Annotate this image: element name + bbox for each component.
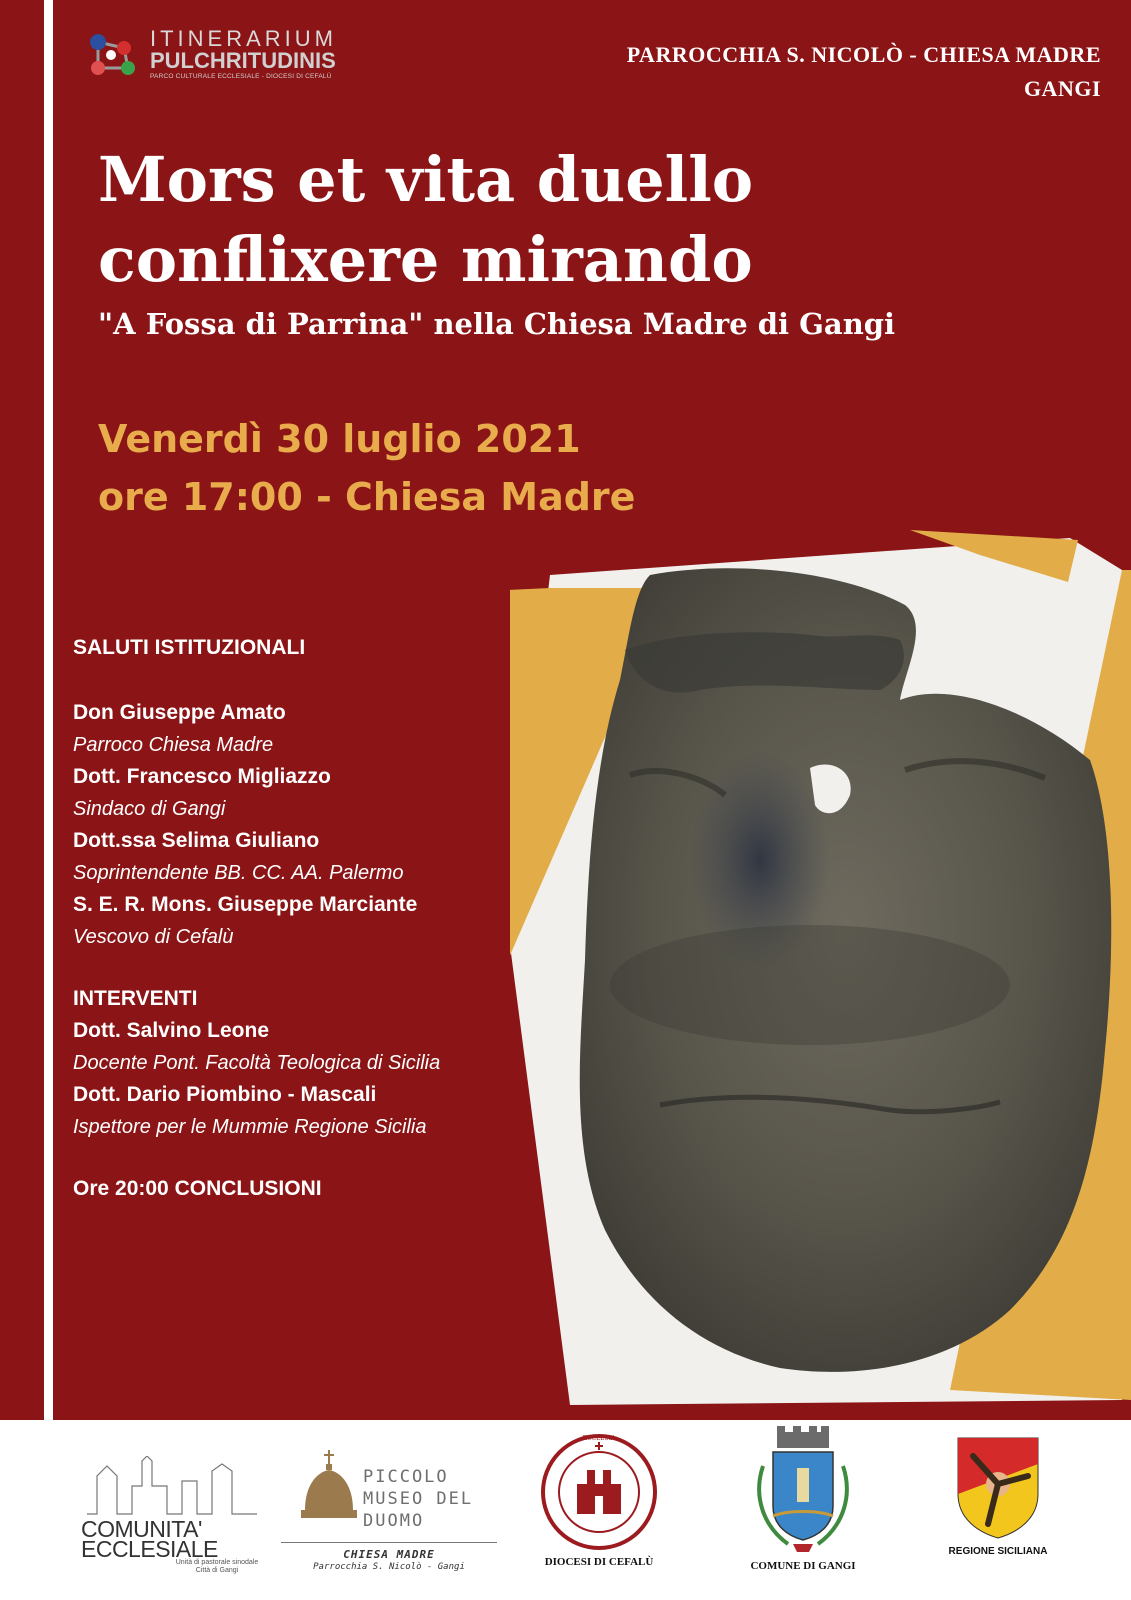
comunita-small-1: Unità di pastorale sinodale xyxy=(175,1559,259,1566)
ecclesiale-text: ECCLESIALE xyxy=(81,1536,218,1562)
itinerarium-text: ITINERARIUM xyxy=(150,26,337,51)
parco-culturale-text: PARCO CULTURALE ECCLESIALE - DIOCESI DI CEFALÙ xyxy=(150,73,332,80)
speaker-name: Dott. Dario Piombino - Mascali xyxy=(73,1083,377,1106)
event-time-place: ore 17:00 - Chiesa Madre xyxy=(98,475,636,519)
museo-sub-2: Parrocchia S. Nicolò - Gangi xyxy=(313,1562,465,1572)
speaker-role: Parroco Chiesa Madre xyxy=(73,734,274,756)
comunita-small xyxy=(167,1559,267,1575)
speaker-name: S. E. R. Mons. Giuseppe Marciante xyxy=(73,893,418,916)
diocesi-seal-icon xyxy=(537,1432,661,1552)
speaker-role: Ispettore per le Mummie Regione Sicilia xyxy=(73,1116,427,1138)
trinacria-icon xyxy=(933,1434,1063,1540)
saluti-heading: SALUTI ISTITUZIONALI xyxy=(73,636,306,659)
speaker-name: Dott. Salvino Leone xyxy=(73,1019,270,1042)
event-title xyxy=(98,140,998,300)
left-white-stripe xyxy=(44,0,53,1600)
museo-divider xyxy=(281,1542,497,1543)
speaker-role: Vescovo di Cefalù xyxy=(73,926,234,948)
title-line-1: Mors et vita duello xyxy=(98,143,754,216)
title-line-2: conflixere mirando xyxy=(98,223,753,296)
speaker-role: Sindaco di Gangi xyxy=(73,798,226,820)
dome-icon xyxy=(301,1450,357,1522)
speaker-name: Dott. Francesco Migliazzo xyxy=(73,765,331,788)
comune-gangi-logo xyxy=(743,1426,863,1596)
speaker-role: Soprintendente BB. CC. AA. Palermo xyxy=(73,862,404,884)
comunita-text: COMUNITA' xyxy=(81,1516,202,1542)
piccolo-museo-logo xyxy=(281,1444,501,1584)
diocesi-cefalu-logo xyxy=(537,1432,661,1592)
parish-town: GANGI xyxy=(1023,76,1101,101)
diocesi-label: DIOCESI DI CEFALÙ xyxy=(544,1556,654,1568)
museo-line-3: DUOMO xyxy=(363,1511,425,1531)
interventi-heading: INTERVENTI xyxy=(73,987,198,1010)
event-subtitle: "A Fossa di Parrina" nella Chiesa Madre di Gangi xyxy=(98,307,896,341)
regione-siciliana-logo xyxy=(933,1434,1063,1594)
parish-name: PARROCCHIA S. NICOLÒ - CHIESA MADRE xyxy=(626,42,1101,67)
museo-title xyxy=(363,1466,473,1532)
itinerarium-logo xyxy=(84,26,364,86)
conclusioni: Ore 20:00 CONCLUSIONI xyxy=(73,1177,322,1200)
regione-label: REGIONE SICILIANA xyxy=(948,1546,1048,1557)
skyline-icon xyxy=(87,1456,257,1516)
comunita-ecclesiale-logo xyxy=(81,1456,261,1574)
parish-header xyxy=(627,38,1101,106)
svg-text:ECCLESIA: ECCLESIA xyxy=(582,1435,616,1442)
mummy-face-image xyxy=(510,530,1131,1420)
gangi-crest-icon xyxy=(743,1426,863,1558)
event-datetime xyxy=(98,410,635,526)
sponsor-logos xyxy=(53,1420,1131,1600)
museo-line-2: MUSEO DEL xyxy=(363,1489,474,1509)
museo-line-1: PICCOLO xyxy=(363,1467,449,1487)
pulchritudinis-text: PULCHRITUDINIS xyxy=(150,48,336,73)
program xyxy=(73,632,513,1205)
speaker-role: Docente Pont. Facoltà Teologica di Sicilia xyxy=(73,1052,441,1074)
comunita-small-2: Città di Gangi xyxy=(195,1567,239,1574)
molecule-icon xyxy=(84,28,144,84)
speaker-name: Dott.ssa Selima Giuliano xyxy=(73,829,320,852)
speaker-name: Don Giuseppe Amato xyxy=(73,701,286,724)
event-date: Venerdì 30 luglio 2021 xyxy=(98,417,581,461)
comune-label: COMUNE DI GANGI xyxy=(750,1560,856,1572)
museo-sub-1: CHIESA MADRE xyxy=(343,1548,435,1561)
